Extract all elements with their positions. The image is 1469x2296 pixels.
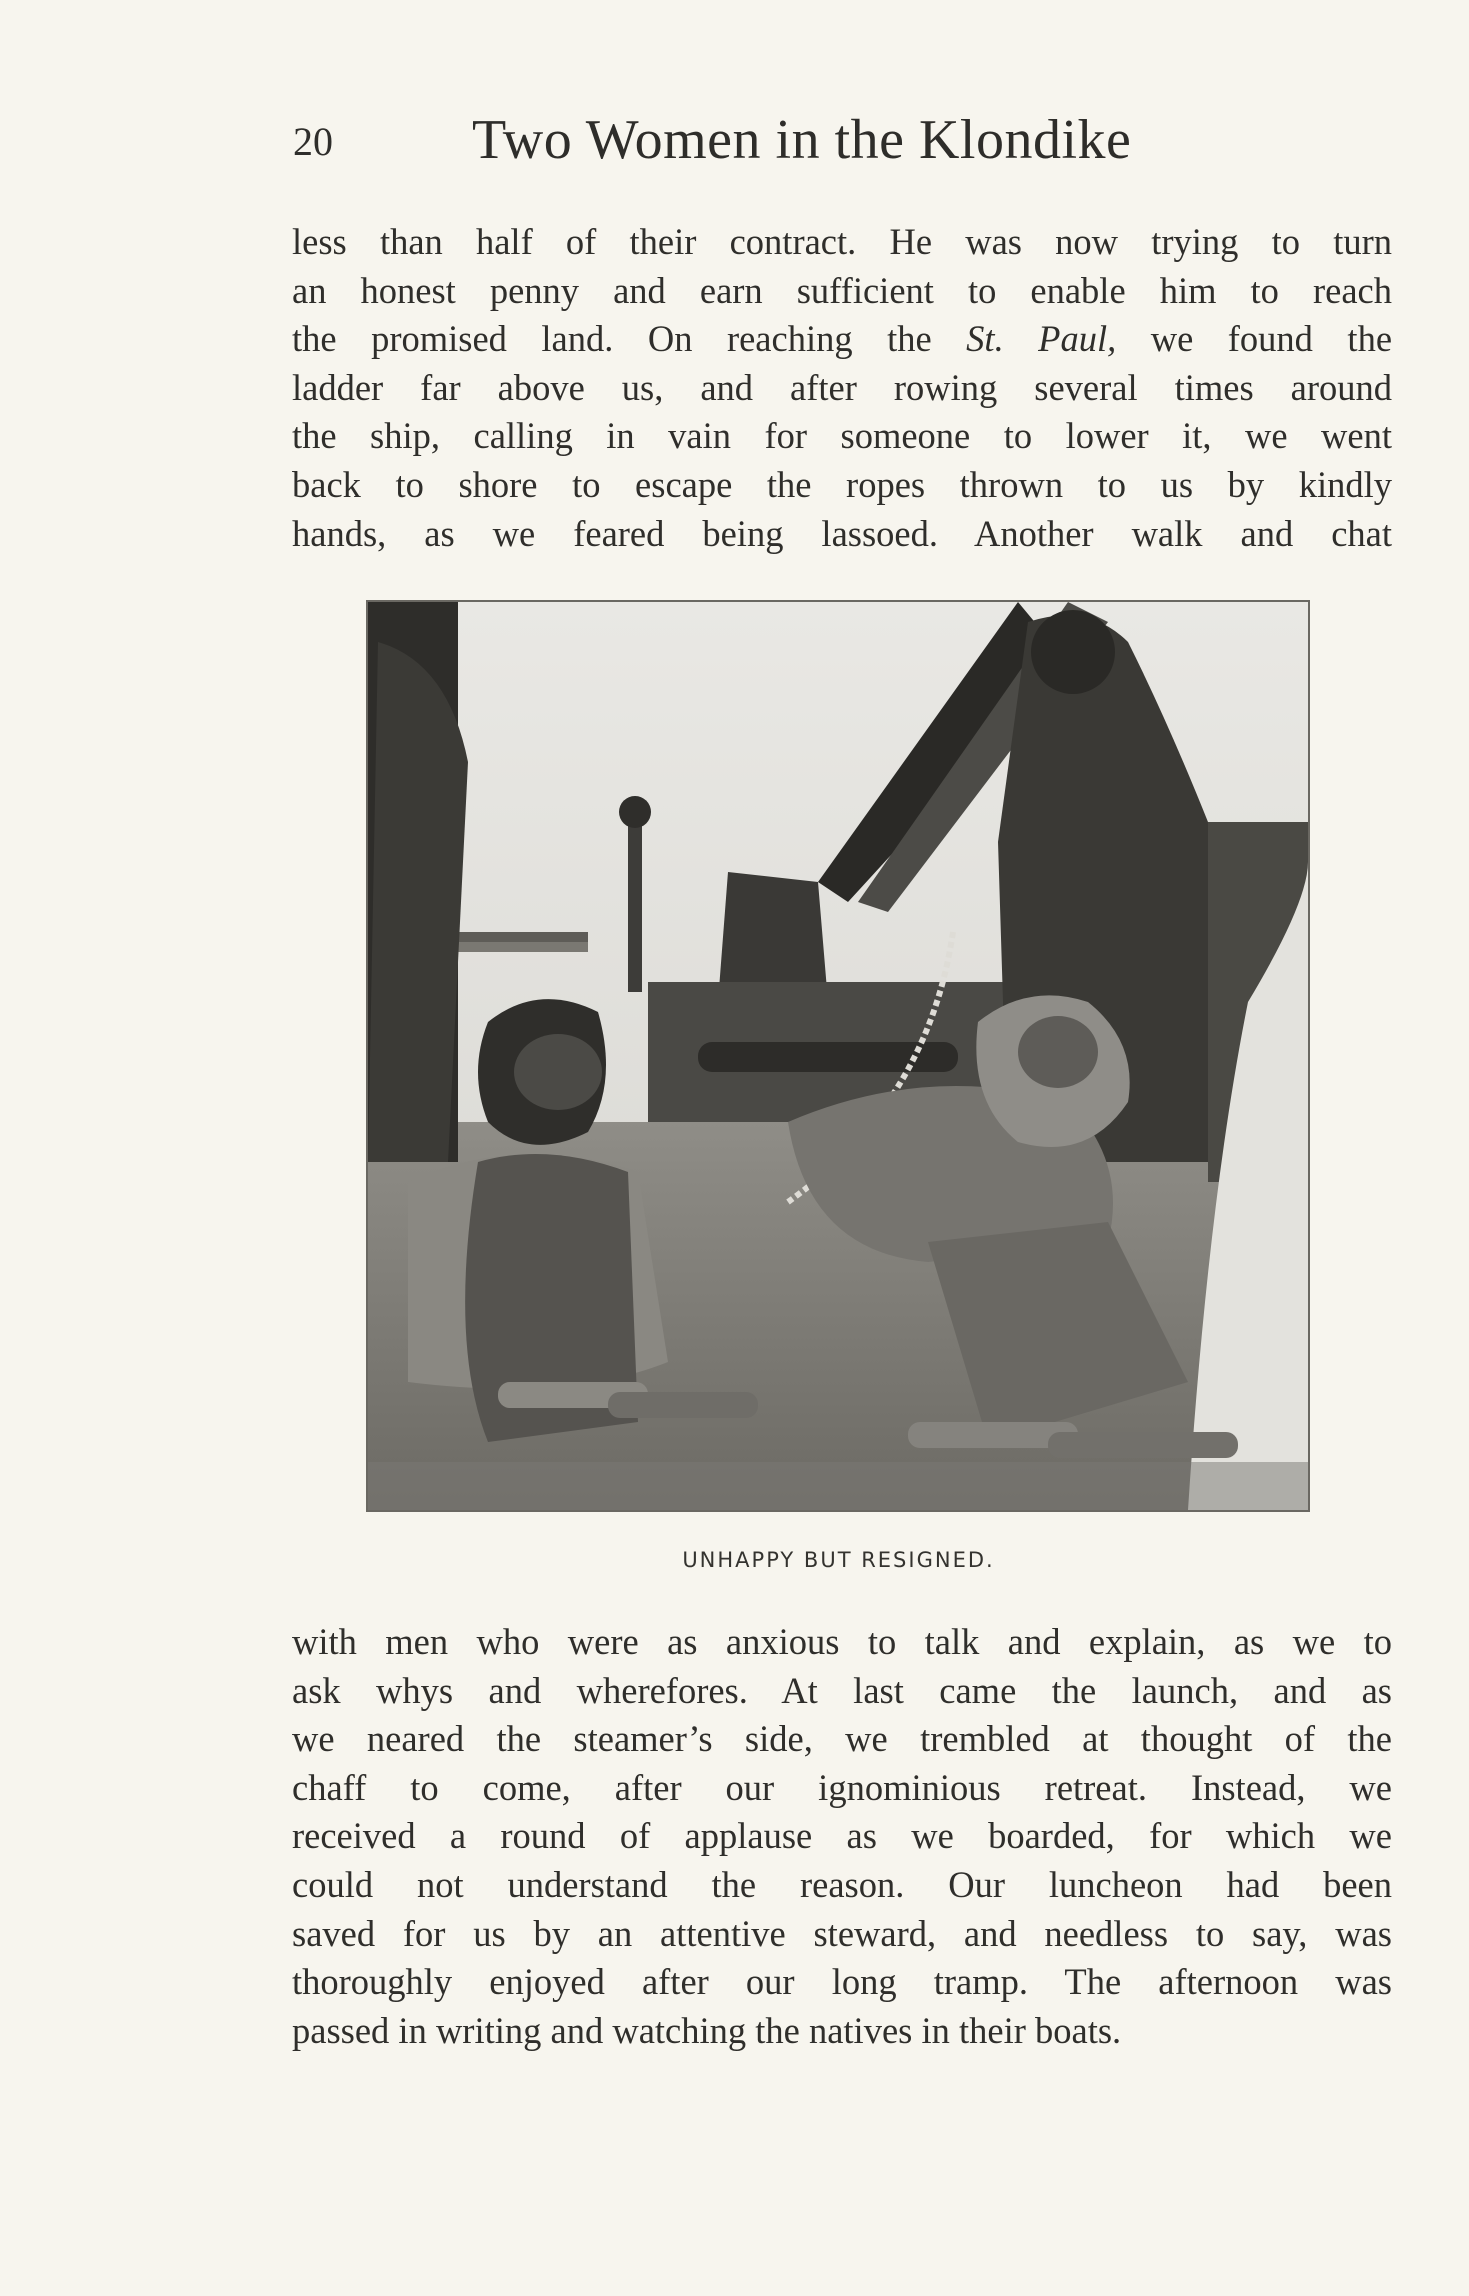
text-line: received a round of applause as we boarded, for which we	[292, 1815, 1392, 1857]
text-line: ladder far above us, and after rowing several times around	[292, 366, 1392, 408]
text-line: chaff to come, after our ignominious retreat. Instead, we	[292, 1766, 1392, 1808]
paragraph-top	[292, 218, 1392, 558]
ship-name: St. Paul,	[966, 318, 1117, 360]
photograph-dogs-on-deck	[366, 600, 1310, 1512]
paragraph-bottom	[292, 1618, 1392, 2055]
figure-caption: UNHAPPY BUT RESIGNED.	[682, 1548, 995, 1572]
text-line: less than half of their contract. He was now trying to turn	[292, 221, 1392, 262]
text-line: thoroughly enjoyed after our long tramp. The afternoon was	[292, 1961, 1392, 2003]
text-line: with men who were as anxious to talk and explain, as we to	[292, 1621, 1392, 1662]
text-line: the promised land. On reaching the St. Paul, we found the	[292, 318, 1393, 360]
page-number: 20	[293, 119, 333, 164]
photo-illustration	[368, 602, 1308, 1510]
text-line: we neared the steamer’s side, we trembled at thought of the	[292, 1718, 1392, 1760]
text-line: saved for us by an attentive steward, and needless to say, was	[292, 1912, 1392, 1954]
running-head-title: Two Women in the Klondike	[472, 109, 1132, 171]
text-line: passed in writing and watching the natives in their boats.	[292, 2009, 1122, 2051]
text-line: the ship, calling in vain for someone to lower it, we went	[292, 415, 1392, 457]
text-line: hands, as we feared being lassoed. Another walk and chat	[292, 512, 1392, 554]
text-line: ask whys and wherefores. At last came the launch, and as	[292, 1669, 1392, 1711]
text-line: back to shore to escape the ropes thrown to us by kindly	[292, 463, 1392, 505]
text-line: could not understand the reason. Our luncheon had been	[292, 1863, 1392, 1905]
text-line: an honest penny and earn sufficient to enable him to reach	[292, 269, 1392, 311]
